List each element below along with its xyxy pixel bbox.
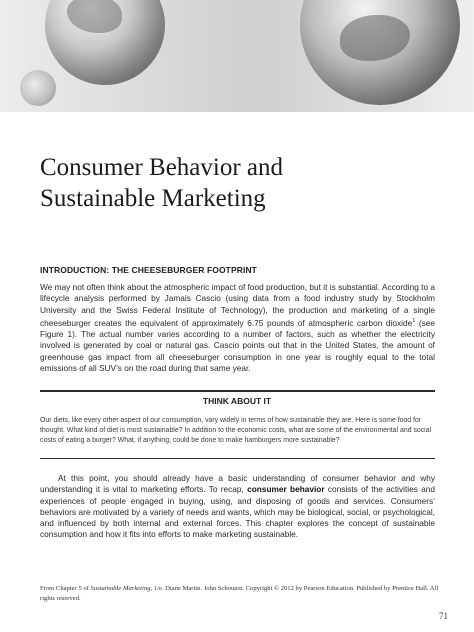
chapter-title-line: Sustainable Marketing	[40, 185, 266, 212]
think-about-it-text: Our diets, like every other aspect of our consumption, vary widely in terms of how sustainable they are. Here is some food for thought. What kind of diet is most sustainable? In addition to the economic costs, what are some of the environmental and social costs of eating a burger? What, if anything, could be done to make hamburgers more sustainable?	[40, 417, 432, 444]
chapter-title	[40, 152, 440, 214]
body-paragraph	[40, 473, 435, 541]
section-heading: INTRODUCTION: THE CHEESEBURGER FOOTPRINT	[40, 265, 257, 275]
think-about-it-heading: THINK ABOUT IT	[202, 396, 272, 406]
source-note	[40, 584, 445, 604]
key-term: consumer behavior	[247, 484, 325, 495]
footnote-marker: 1	[412, 317, 416, 324]
body-paragraph-text: At this point, you should already have a basic understanding of consumer behavior and why understanding it is vital to marketing efforts. To recap,	[40, 473, 435, 495]
book-title: Sustainable Marketing	[90, 585, 151, 592]
globe-illustration	[45, 0, 165, 85]
intro-paragraph-text: We may not often think about the atmospheric impact of food production, but it is substantial. According to a lifecycle analysis performed by Jamais Cascio (using data from a food industry study by Stockholm University and the Swiss Federal Institute of Technology), the production and marketing of a single cheeseburger creates the equivalent of approximately 6.75 pounds of atmospheric carbon dioxide	[40, 282, 435, 328]
intro-paragraph	[40, 282, 435, 374]
box-bottom-rule	[40, 458, 435, 459]
body-paragraph-text: consists of the activities and experiences of people engaged in buying, using, and disposing of goods and services. Consumers’ behaviors are motivated by a variety of needs and wants, which may be biological, social, or psychological, and influenced by both internal and external forces. This chapter explores the concept of sustainable consumption and how it fits into efforts to make marketing sustainable.	[40, 484, 435, 540]
globe-illustration	[20, 70, 56, 106]
source-note-text: From Chapter 5 of	[40, 585, 91, 592]
box-top-rule	[40, 390, 435, 392]
page-number: 71	[439, 611, 448, 621]
source-note-text: , 1/e. Diane Martin. John Schouten. Copyright © 2012 by Pearson Education. Published by Prentice Hall. All rights reserved.	[40, 585, 439, 602]
globe-illustration	[300, 0, 460, 105]
header-banner-image	[0, 0, 474, 112]
intro-paragraph-text: (see Figure 1). The actual number varies according to a number of factors, such as whether the electricity involved is generated by coal or natural gas. Cascio points out that in the United States, the amount of greenhouse gas impact from all cheeseburger consumption in one year is roughly equal to the total emissions of all SUV’s on the road during that same year.	[40, 317, 436, 373]
chapter-title-line: Consumer Behavior and	[40, 154, 284, 181]
